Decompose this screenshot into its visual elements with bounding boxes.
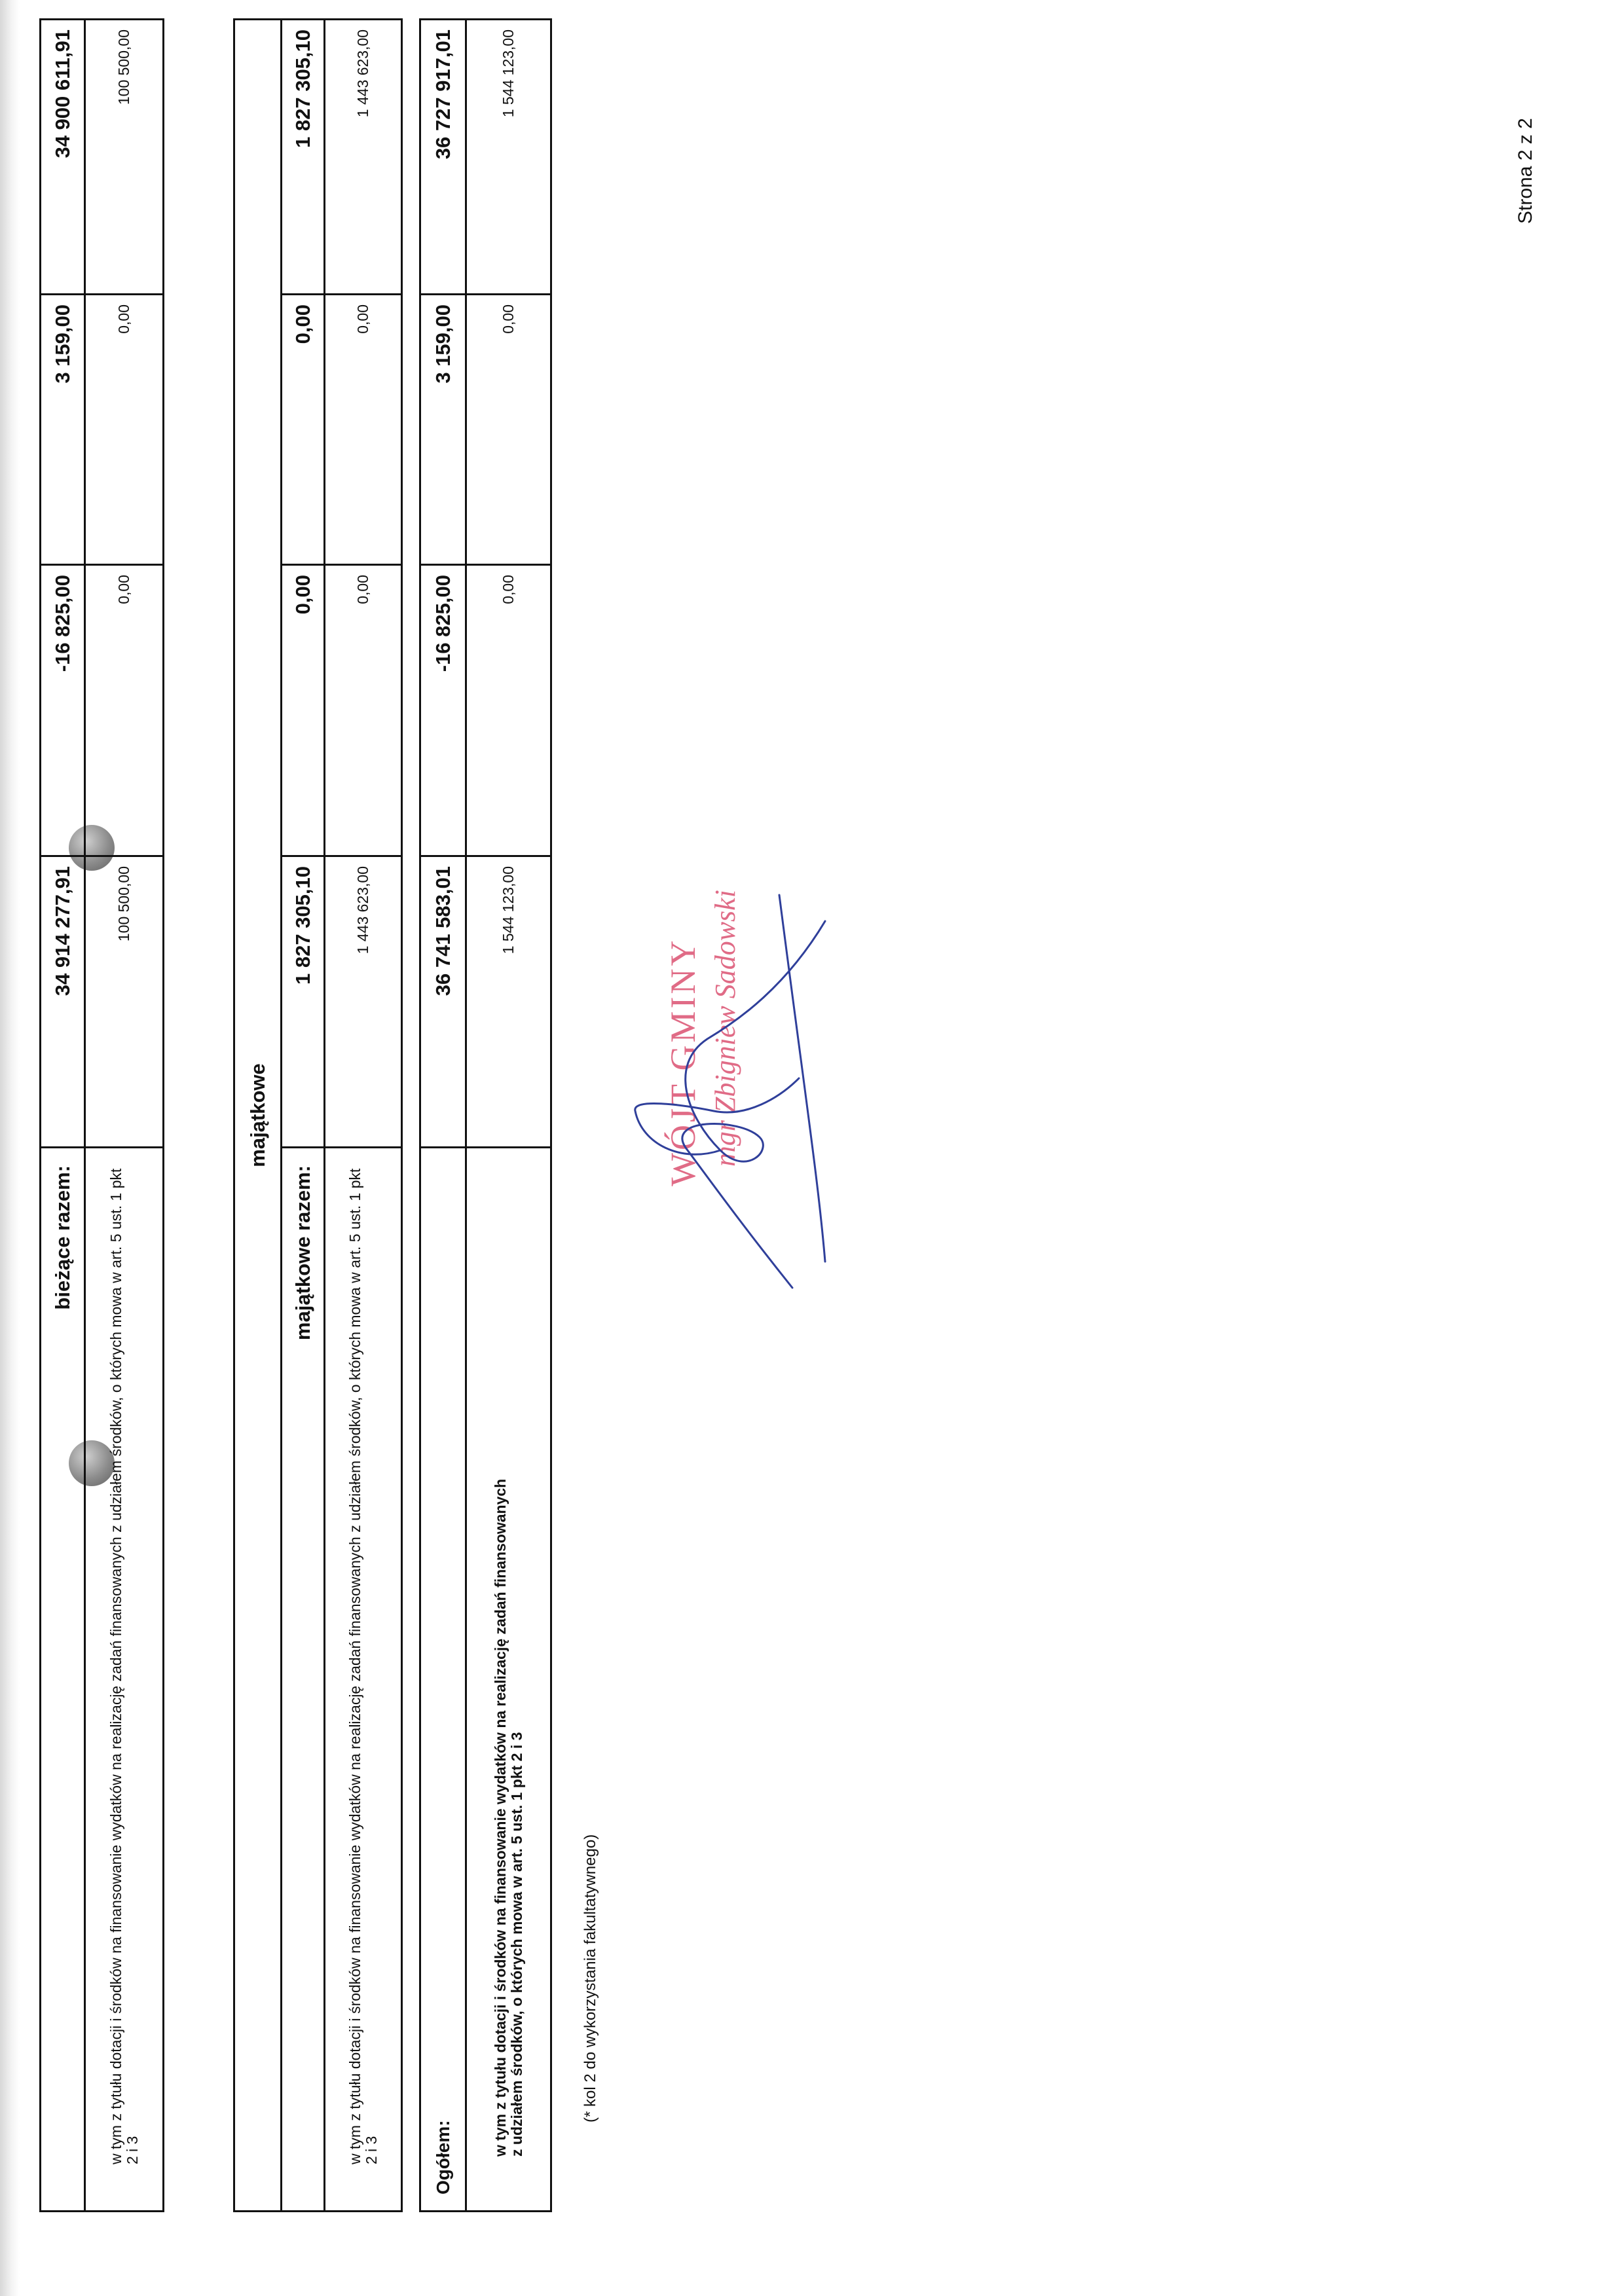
table-row xyxy=(85,20,164,2212)
ogolem-total-col3: 3 159,00 xyxy=(420,295,466,565)
biezace-detail-col4: 100 500,00 xyxy=(85,20,164,295)
table-ogolem xyxy=(419,18,552,2212)
majatkowe-detail-col4: 1 443 623,00 xyxy=(325,19,402,294)
stamp-name: mgr Zbigniew Sadowski xyxy=(709,890,741,1167)
ogolem-detail-label: w tym z tytułu dotacji i środków na finansowanie wydatków na realizację zadań finansowanych z udziałem środków, o których mowa w art. 5 ust. 1 pkt 2 i 3 xyxy=(466,1148,551,2212)
ogolem-total-col4: 36 727 917,01 xyxy=(420,20,466,295)
table-majatkowe xyxy=(233,18,403,2212)
biezace-detail-label: w tym z tytułu dotacji i środków na finansowanie wydatków na realizację zadań finansowanych z udziałem środków, o których mowa w art. 5 ust. 1 pkt 2 i 3 xyxy=(85,1148,164,2212)
ogolem-detail-col2: 0,00 xyxy=(466,565,551,856)
majatkowe-detail-col1: 1 443 623,00 xyxy=(325,856,402,1148)
ogolem-total-label: Ogółem: xyxy=(420,1148,466,2212)
ogolem-detail-col1: 1 544 123,00 xyxy=(466,856,551,1148)
majatkowe-detail-label: w tym z tytułu dotacji i środków na finansowanie wydatków na realizację zadań finansowanych z udziałem środków, o których mowa w art. 5 ust. 1 pkt 2 i 3 xyxy=(325,1148,402,2212)
biezace-total-col1: 34 914 277,91 xyxy=(41,856,85,1148)
majatkowe-total-col4: 1 827 305,10 xyxy=(282,19,325,294)
stamp-title: WÓJT GMINY xyxy=(663,938,703,1186)
ogolem-total-col1: 36 741 583,01 xyxy=(420,856,466,1148)
table-row xyxy=(466,20,551,2212)
ogolem-detail-col4: 1 544 123,00 xyxy=(466,20,551,295)
majatkowe-detail-col2: 0,00 xyxy=(325,565,402,856)
table-biezace xyxy=(39,18,164,2212)
biezace-detail-col1: 100 500,00 xyxy=(85,856,164,1148)
table-row xyxy=(420,20,466,2212)
table-row xyxy=(41,20,85,2212)
table-row xyxy=(325,19,402,2211)
footnote: (* kol 2 do wykorzystania fakultatywnego) xyxy=(581,1834,599,2123)
biezace-detail-col2: 0,00 xyxy=(85,565,164,856)
biezace-total-col2: -16 825,00 xyxy=(41,565,85,856)
ogolem-total-col2: -16 825,00 xyxy=(420,565,466,856)
table-row xyxy=(282,19,325,2211)
page-number: Strona 2 z 2 xyxy=(1515,118,1536,224)
ogolem-detail-col3: 0,00 xyxy=(466,295,551,565)
majatkowe-header: majątkowe xyxy=(234,19,282,2211)
majatkowe-total-label: majątkowe razem: xyxy=(282,1148,325,2212)
majatkowe-detail-col3: 0,00 xyxy=(325,295,402,565)
majatkowe-total-col2: 0,00 xyxy=(282,565,325,856)
majatkowe-total-col3: 0,00 xyxy=(282,295,325,565)
table-row xyxy=(234,19,282,2211)
biezace-total-col3: 3 159,00 xyxy=(41,295,85,565)
majatkowe-total-col1: 1 827 305,10 xyxy=(282,856,325,1148)
biezace-total-label: bieżące razem: xyxy=(41,1148,85,2212)
signature xyxy=(629,888,864,1314)
biezace-detail-col3: 0,00 xyxy=(85,295,164,565)
biezace-total-col4: 34 900 611,91 xyxy=(41,20,85,295)
